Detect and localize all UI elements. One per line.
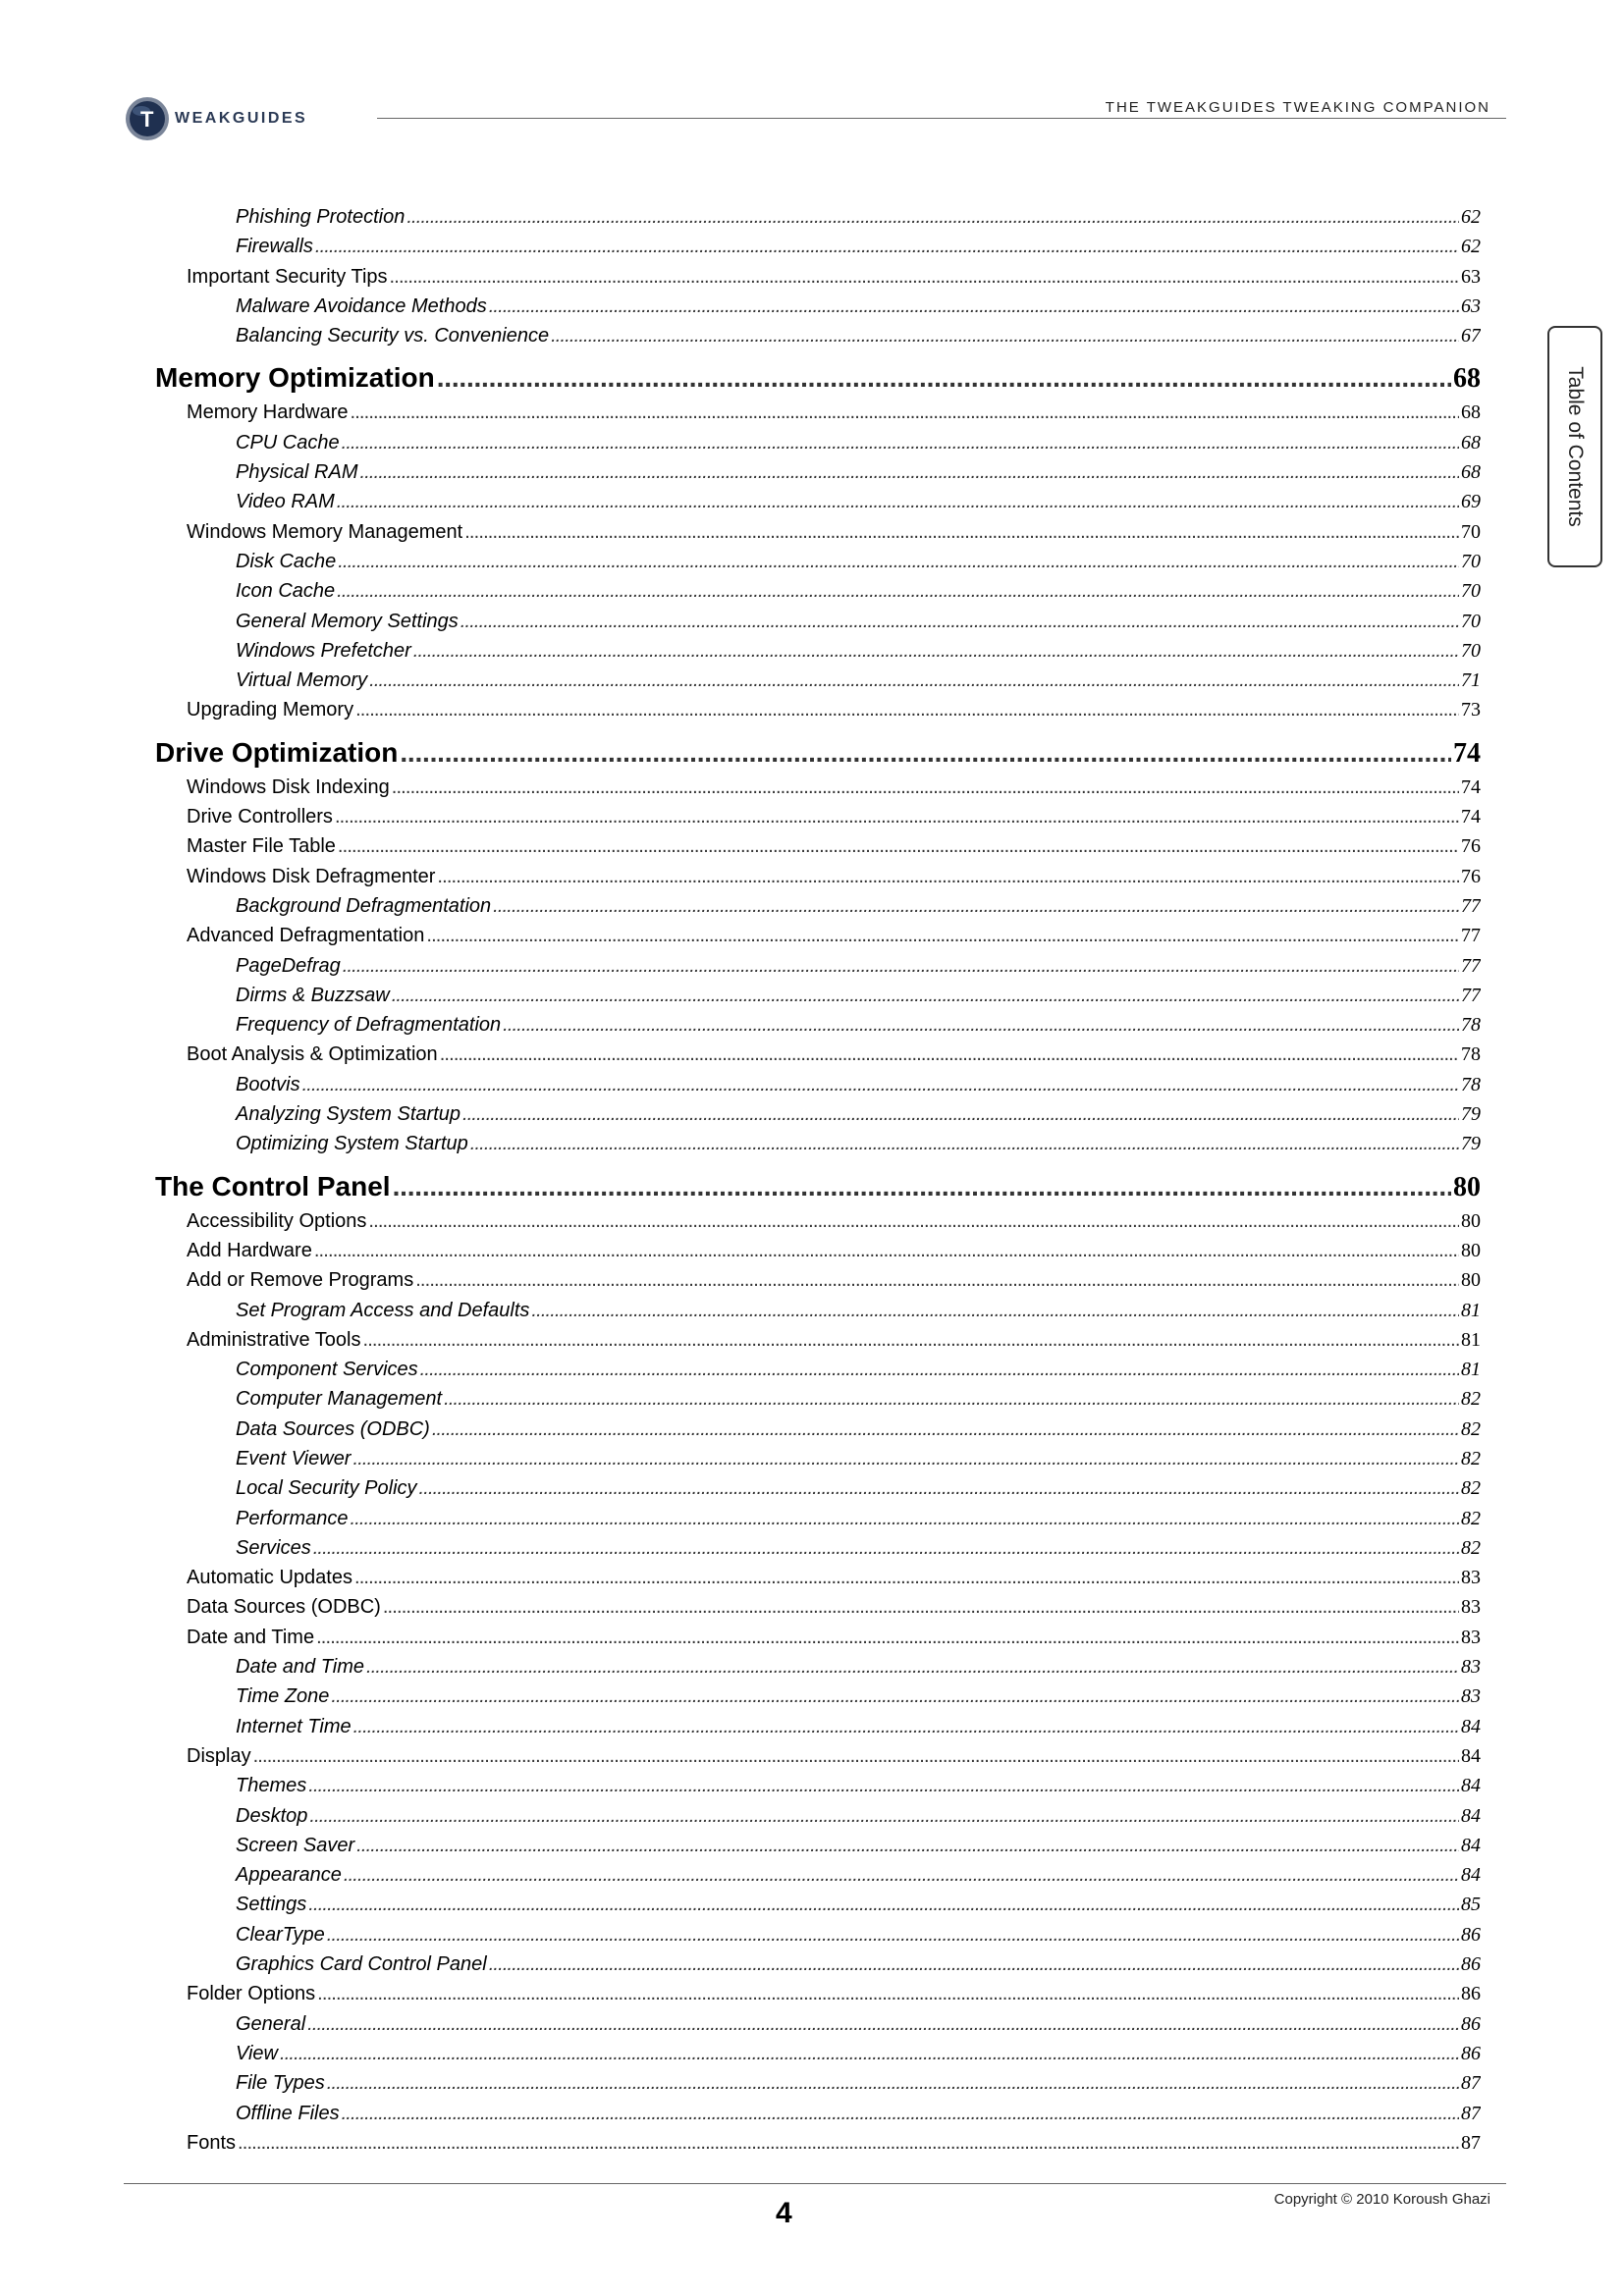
toc-subentry[interactable] xyxy=(155,1835,1481,1864)
toc-entry-title: Display xyxy=(187,1744,251,1767)
toc-dot-leader xyxy=(280,2043,1459,2065)
toc-entry-title: CPU Cache xyxy=(236,431,340,454)
toc-entry-title: Automatic Updates xyxy=(187,1567,352,1589)
toc-dot-leader xyxy=(344,1864,1459,1887)
toc-dot-leader xyxy=(419,1477,1459,1500)
toc-dot-leader xyxy=(390,266,1459,289)
toc-entry-page: 82 xyxy=(1461,1507,1481,1529)
toc-dot-leader xyxy=(342,2103,1459,2125)
toc-entry-title: Fonts xyxy=(187,2131,237,2154)
toc-entry-page: 62 xyxy=(1461,206,1481,228)
toc-entry-page: 68 xyxy=(1453,363,1481,395)
toc-entry[interactable] xyxy=(155,1596,1481,1626)
toc-dot-leader xyxy=(327,2072,1459,2095)
toc-dot-leader xyxy=(327,1924,1459,1947)
toc-dot-leader xyxy=(400,737,1451,769)
toc-entry-title: Add Hardware xyxy=(187,1239,312,1261)
toc-entry-title: Frequency of Defragmentation xyxy=(236,1014,502,1037)
toc-dot-leader xyxy=(335,806,1459,828)
toc-entry-page: 77 xyxy=(1461,984,1481,1006)
toc-entry-page: 76 xyxy=(1461,865,1481,887)
toc-entry-page: 79 xyxy=(1461,1103,1481,1126)
toc-entry[interactable] xyxy=(155,1745,1481,1775)
toc-entry[interactable] xyxy=(155,401,1481,431)
toc-entry-page: 76 xyxy=(1461,835,1481,858)
toc-dot-leader xyxy=(309,1805,1459,1828)
toc-entry-title: Desktop xyxy=(236,1804,308,1827)
header-rule xyxy=(377,118,1506,119)
toc-entry-title: Performance xyxy=(236,1507,349,1529)
toc-subentry[interactable] xyxy=(155,206,1481,236)
toc-entry-title: File Types xyxy=(236,2072,325,2095)
toc-entry-page: 85 xyxy=(1461,1894,1481,1916)
toc-entry[interactable] xyxy=(155,925,1481,954)
toc-dot-leader xyxy=(359,461,1459,484)
toc-section[interactable] xyxy=(155,354,1481,401)
toc-entry-page: 82 xyxy=(1461,1388,1481,1411)
toc-entry-page: 78 xyxy=(1461,1073,1481,1095)
toc-subentry[interactable] xyxy=(155,1418,1481,1448)
toc-dot-leader xyxy=(531,1300,1459,1322)
toc-subentry[interactable] xyxy=(155,669,1481,699)
toc-dot-leader xyxy=(351,1508,1460,1530)
toc-entry-page: 69 xyxy=(1461,491,1481,513)
toc-entry-title: Malware Avoidance Methods xyxy=(236,294,487,317)
toc-subentry[interactable] xyxy=(155,1775,1481,1804)
toc-entry[interactable] xyxy=(155,866,1481,895)
toc-dot-leader xyxy=(302,1074,1459,1096)
toc-entry-title: Boot Analysis & Optimization xyxy=(187,1043,438,1066)
toc-entry-page: 83 xyxy=(1461,1656,1481,1679)
toc-entry-page: 80 xyxy=(1461,1209,1481,1232)
toc-entry-title: Windows Prefetcher xyxy=(236,639,411,662)
toc-entry-page: 62 xyxy=(1461,236,1481,258)
toc-entry-page: 68 xyxy=(1461,461,1481,484)
toc-dot-leader xyxy=(331,1685,1459,1708)
toc-entry-page: 70 xyxy=(1461,550,1481,572)
toc-entry-page: 81 xyxy=(1461,1359,1481,1381)
toc-entry[interactable] xyxy=(155,266,1481,295)
toc-dot-leader xyxy=(313,1537,1459,1560)
toc-subentry[interactable] xyxy=(155,1805,1481,1835)
toc-subentry[interactable] xyxy=(155,1894,1481,1923)
toc-entry-page: 80 xyxy=(1461,1269,1481,1292)
toc-dot-leader xyxy=(356,1835,1459,1857)
toc-entry-title: Internet Time xyxy=(236,1715,352,1737)
toc-entry-title: Important Security Tips xyxy=(187,265,388,288)
toc-dot-leader xyxy=(426,925,1459,947)
toc-dot-leader xyxy=(337,491,1459,513)
toc-entry-title: Data Sources (ODBC) xyxy=(236,1417,430,1440)
toc-entry-page: 74 xyxy=(1461,806,1481,828)
toc-subentry[interactable] xyxy=(155,551,1481,580)
toc-subentry[interactable] xyxy=(155,985,1481,1014)
toc-entry-page: 73 xyxy=(1461,699,1481,721)
toc-entry-page: 70 xyxy=(1461,580,1481,603)
toc-entry-title: Optimizing System Startup xyxy=(236,1133,468,1155)
toc-entry[interactable] xyxy=(155,2132,1481,2162)
toc-dot-leader xyxy=(437,362,1451,394)
toc-dot-leader xyxy=(460,611,1459,633)
svg-text:T: T xyxy=(140,107,154,132)
toc-entry[interactable] xyxy=(155,1043,1481,1073)
toc-entry-page: 63 xyxy=(1461,265,1481,288)
toc-entry-title: Data Sources (ODBC) xyxy=(187,1596,381,1619)
toc-dot-leader xyxy=(503,1014,1459,1037)
toc-subentry[interactable] xyxy=(155,1133,1481,1162)
toc-entry-page: 78 xyxy=(1461,1014,1481,1037)
toc-entry-title: Upgrading Memory xyxy=(187,699,354,721)
toc-dot-leader xyxy=(440,1043,1459,1066)
toc-dot-leader xyxy=(315,236,1459,258)
side-tab-label: Table of Contents xyxy=(1564,366,1587,527)
toc-entry-title: Virtual Memory xyxy=(236,669,368,692)
toc-entry-title: PageDefrag xyxy=(236,954,341,977)
toc-dot-leader xyxy=(342,432,1459,454)
toc-subentry[interactable] xyxy=(155,640,1481,669)
toc-entry-title: Add or Remove Programs xyxy=(187,1269,414,1292)
toc-dot-leader xyxy=(470,1133,1459,1155)
toc-entry-title: View xyxy=(236,2042,278,2064)
toc-dot-leader xyxy=(308,1894,1459,1916)
toc-entry-title: Date and Time xyxy=(236,1656,364,1679)
toc-entry-title: Phishing Protection xyxy=(236,206,406,228)
toc-subentry[interactable] xyxy=(155,611,1481,640)
toc-entry-title: The Control Panel xyxy=(155,1170,391,1201)
toc-subentry[interactable] xyxy=(155,491,1481,520)
toc-subentry[interactable] xyxy=(155,1074,1481,1103)
side-tab-table-of-contents[interactable] xyxy=(1547,326,1602,567)
toc-subentry[interactable] xyxy=(155,1300,1481,1329)
toc-entry-title: Component Services xyxy=(236,1359,418,1381)
toc-subentry[interactable] xyxy=(155,236,1481,265)
toc-entry-title: Advanced Defragmentation xyxy=(187,925,425,947)
toc-dot-leader xyxy=(489,1953,1459,1976)
toc-subentry[interactable] xyxy=(155,1103,1481,1133)
toc-dot-leader xyxy=(352,1448,1459,1470)
toc-dot-leader xyxy=(406,206,1459,229)
toc-subentry[interactable] xyxy=(155,580,1481,610)
toc-subentry[interactable] xyxy=(155,955,1481,985)
toc-dot-leader xyxy=(444,1388,1459,1411)
toc-entry-page: 84 xyxy=(1461,1715,1481,1737)
toc-entry-page: 87 xyxy=(1461,2102,1481,2124)
toc-entry-page: 84 xyxy=(1461,1744,1481,1767)
toc-subentry[interactable] xyxy=(155,895,1481,925)
toc-entry-page: 82 xyxy=(1461,1417,1481,1440)
toc-entry[interactable] xyxy=(155,699,1481,728)
toc-entry-page: 80 xyxy=(1461,1239,1481,1261)
toc-entry-title: Memory Optimization xyxy=(155,362,435,394)
toc-dot-leader xyxy=(354,1567,1459,1589)
toc-entry-title: Drive Optimization xyxy=(155,736,399,768)
toc-dot-leader xyxy=(338,835,1459,858)
logo-text: WEAKGUIDES xyxy=(175,110,308,127)
toc-entry-title: Bootvis xyxy=(236,1073,300,1095)
toc-dot-leader xyxy=(362,1329,1459,1352)
toc-entry-title: Offline Files xyxy=(236,2102,340,2124)
toc-dot-leader xyxy=(338,551,1459,573)
toc-entry-title: ClearType xyxy=(236,1923,325,1946)
toc-entry-page: 63 xyxy=(1461,294,1481,317)
toc-entry-page: 68 xyxy=(1461,431,1481,454)
toc-dot-leader xyxy=(314,1240,1459,1262)
page-header xyxy=(0,0,1624,157)
toc-entry-title: Graphics Card Control Panel xyxy=(236,1953,487,1976)
toc-section[interactable] xyxy=(155,729,1481,776)
toc-dot-leader xyxy=(464,521,1459,544)
toc-subentry[interactable] xyxy=(155,1864,1481,1894)
toc-dot-leader xyxy=(317,1983,1459,2005)
toc-entry-page: 71 xyxy=(1461,669,1481,692)
toc-entry[interactable] xyxy=(155,1269,1481,1299)
toc-subentry[interactable] xyxy=(155,1924,1481,1953)
toc-entry-page: 77 xyxy=(1461,925,1481,947)
toc-subentry[interactable] xyxy=(155,1448,1481,1477)
toc-entry[interactable] xyxy=(155,835,1481,865)
toc-subentry[interactable] xyxy=(155,1685,1481,1715)
toc-entry[interactable] xyxy=(155,521,1481,551)
toc-section[interactable] xyxy=(155,1163,1481,1210)
toc-entry-page: 84 xyxy=(1461,1834,1481,1856)
toc-subentry[interactable] xyxy=(155,2103,1481,2132)
toc-entry[interactable] xyxy=(155,1240,1481,1269)
toc-subentry[interactable] xyxy=(155,432,1481,461)
toc-subentry[interactable] xyxy=(155,1014,1481,1043)
toc-dot-leader xyxy=(350,401,1459,424)
toc-entry-title: Master File Table xyxy=(187,835,336,858)
toc-entry-page: 83 xyxy=(1461,1626,1481,1648)
toc-entry-title: Settings xyxy=(236,1894,307,1916)
toc-subentry[interactable] xyxy=(155,1656,1481,1685)
toc-dot-leader xyxy=(393,1171,1451,1202)
toc-entry[interactable] xyxy=(155,1329,1481,1359)
toc-entry-page: 83 xyxy=(1461,1567,1481,1589)
toc-entry-title: Analyzing System Startup xyxy=(236,1103,460,1126)
toc-dot-leader xyxy=(238,2132,1459,2155)
toc-dot-leader xyxy=(415,1269,1459,1292)
toc-entry-title: Drive Controllers xyxy=(187,806,333,828)
toc-dot-leader xyxy=(551,325,1459,347)
toc-dot-leader xyxy=(392,776,1459,799)
toc-subentry[interactable] xyxy=(155,1537,1481,1567)
toc-entry-page: 74 xyxy=(1461,775,1481,798)
toc-entry-page: 83 xyxy=(1461,1685,1481,1708)
toc-dot-leader xyxy=(343,955,1459,978)
toc-subentry[interactable] xyxy=(155,1953,1481,1983)
toc-entry-page: 84 xyxy=(1461,1804,1481,1827)
toc-entry-page: 78 xyxy=(1461,1043,1481,1066)
header-title: THE TWEAKGUIDES TWEAKING COMPANION xyxy=(1105,99,1490,116)
toc-dot-leader xyxy=(308,1775,1459,1797)
toc-entry-title: Services xyxy=(236,1536,311,1559)
toc-entry-title: Physical RAM xyxy=(236,461,358,484)
toc-dot-leader xyxy=(413,640,1459,663)
toc-entry-title: Firewalls xyxy=(236,236,313,258)
toc-entry-title: Event Viewer xyxy=(236,1447,352,1469)
toc-entry-title: Icon Cache xyxy=(236,580,336,603)
toc-entry-title: Themes xyxy=(236,1775,307,1797)
toc-entry-title: Background Defragmentation xyxy=(236,894,492,917)
toc-dot-leader xyxy=(432,1418,1459,1441)
toc-subentry[interactable] xyxy=(155,2072,1481,2102)
toc-dot-leader xyxy=(437,866,1459,888)
toc-entry-page: 83 xyxy=(1461,1596,1481,1619)
page-number: 4 xyxy=(776,2197,792,2229)
toc-entry-page: 74 xyxy=(1453,737,1481,769)
table-of-contents xyxy=(155,206,1481,2162)
toc-subentry[interactable] xyxy=(155,1359,1481,1388)
toc-entry-page: 84 xyxy=(1461,1775,1481,1797)
toc-dot-leader xyxy=(368,1210,1459,1233)
toc-entry-page: 82 xyxy=(1461,1477,1481,1500)
toc-entry-title: Video RAM xyxy=(236,491,335,513)
toc-entry[interactable] xyxy=(155,776,1481,806)
copyright-notice: Copyright © 2010 Koroush Ghazi xyxy=(1273,2191,1490,2208)
toc-subentry[interactable] xyxy=(155,1477,1481,1507)
toc-subentry[interactable] xyxy=(155,2043,1481,2072)
toc-entry-page: 86 xyxy=(1461,2012,1481,2035)
toc-entry-page: 81 xyxy=(1461,1328,1481,1351)
toc-entry-page: 84 xyxy=(1461,1864,1481,1887)
toc-entry-page: 82 xyxy=(1461,1536,1481,1559)
toc-entry-page: 86 xyxy=(1461,2042,1481,2064)
toc-dot-leader xyxy=(369,669,1459,692)
toc-entry[interactable] xyxy=(155,806,1481,835)
toc-entry-title: Date and Time xyxy=(187,1626,315,1648)
toc-dot-leader xyxy=(383,1596,1459,1619)
toc-dot-leader xyxy=(489,295,1459,318)
toc-entry-page: 87 xyxy=(1461,2072,1481,2095)
footer-rule xyxy=(124,2183,1506,2184)
toc-entry-page: 70 xyxy=(1461,610,1481,632)
toc-entry-title: Balancing Security vs. Convenience xyxy=(236,325,550,347)
toc-entry-title: Windows Disk Indexing xyxy=(187,775,390,798)
toc-entry-page: 67 xyxy=(1461,325,1481,347)
toc-entry-title: Administrative Tools xyxy=(187,1328,361,1351)
toc-entry-title: Local Security Policy xyxy=(236,1477,417,1500)
toc-entry-title: Set Program Access and Defaults xyxy=(236,1299,530,1321)
toc-entry-page: 79 xyxy=(1461,1133,1481,1155)
toc-entry-page: 87 xyxy=(1461,2131,1481,2154)
toc-entry-page: 86 xyxy=(1461,1923,1481,1946)
toc-subentry[interactable] xyxy=(155,2013,1481,2043)
toc-entry-title: Dirms & Buzzsaw xyxy=(236,984,390,1006)
toc-entry-title: Accessibility Options xyxy=(187,1209,367,1232)
toc-entry-page: 77 xyxy=(1461,894,1481,917)
toc-entry-page: 68 xyxy=(1461,401,1481,424)
toc-dot-leader xyxy=(355,699,1459,721)
toc-dot-leader xyxy=(316,1627,1459,1649)
toc-dot-leader xyxy=(353,1716,1459,1738)
toc-entry-title: Computer Management xyxy=(236,1388,443,1411)
toc-entry[interactable] xyxy=(155,1983,1481,2012)
toc-entry-page: 70 xyxy=(1461,639,1481,662)
toc-entry-page: 77 xyxy=(1461,954,1481,977)
toc-entry[interactable] xyxy=(155,1567,1481,1596)
toc-dot-leader xyxy=(392,985,1459,1007)
toc-entry-page: 86 xyxy=(1461,1983,1481,2005)
toc-entry-title: Windows Memory Management xyxy=(187,520,463,543)
toc-entry-page: 81 xyxy=(1461,1299,1481,1321)
toc-entry[interactable] xyxy=(155,1627,1481,1656)
toc-dot-leader xyxy=(366,1656,1459,1679)
toc-entry-title: Folder Options xyxy=(187,1983,316,2005)
toc-entry-page: 86 xyxy=(1461,1953,1481,1976)
toc-subentry[interactable] xyxy=(155,461,1481,491)
toc-dot-leader xyxy=(337,580,1459,603)
toc-entry-title: General Memory Settings xyxy=(236,610,459,632)
toc-entry-title: Appearance xyxy=(236,1864,342,1887)
toc-entry-title: Windows Disk Defragmenter xyxy=(187,865,436,887)
toc-dot-leader xyxy=(420,1359,1459,1381)
toc-entry-page: 80 xyxy=(1453,1171,1481,1202)
toc-subentry[interactable] xyxy=(155,295,1481,325)
toc-subentry[interactable] xyxy=(155,1716,1481,1745)
toc-dot-leader xyxy=(493,895,1459,918)
toc-entry[interactable] xyxy=(155,1210,1481,1240)
toc-subentry[interactable] xyxy=(155,1508,1481,1537)
toc-subentry[interactable] xyxy=(155,325,1481,354)
toc-dot-leader xyxy=(462,1103,1459,1126)
toc-entry-title: Screen Saver xyxy=(236,1834,355,1856)
toc-entry-page: 82 xyxy=(1461,1447,1481,1469)
toc-entry-title: Memory Hardware xyxy=(187,401,349,424)
toc-entry-title: General xyxy=(236,2012,306,2035)
toc-entry-title: Time Zone xyxy=(236,1685,330,1708)
toc-entry-title: Disk Cache xyxy=(236,550,337,572)
toc-entry-page: 70 xyxy=(1461,520,1481,543)
toc-subentry[interactable] xyxy=(155,1388,1481,1417)
toc-dot-leader xyxy=(253,1745,1459,1768)
toc-dot-leader xyxy=(307,2013,1459,2036)
